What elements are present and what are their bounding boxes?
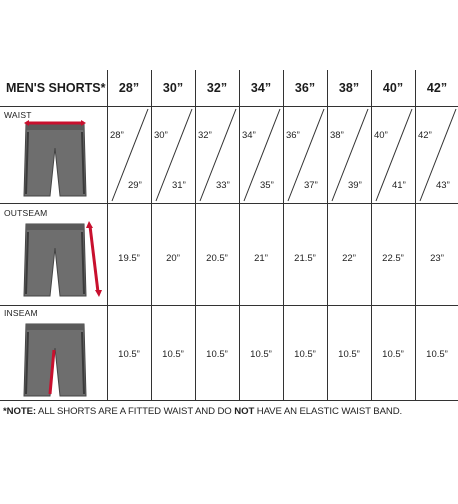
waist-min-value: 36” <box>286 130 300 141</box>
waist-min-value: 32” <box>198 130 212 141</box>
inseam-value: 10.5” <box>294 349 316 360</box>
size-header: 36” <box>294 81 316 95</box>
size-header: 28” <box>118 81 140 95</box>
row-label-inseam: INSEAM <box>4 308 38 318</box>
inseam-value: 10.5” <box>250 349 272 360</box>
waist-min-value: 28” <box>110 130 124 141</box>
inseam-value: 10.5” <box>426 349 448 360</box>
size-header: 30” <box>162 81 184 95</box>
fit-note <box>3 406 402 417</box>
outseam-value: 19.5” <box>118 253 140 264</box>
row-label-waist: WAIST <box>4 110 32 120</box>
inseam-value: 10.5” <box>382 349 404 360</box>
outseam-value: 20” <box>166 253 180 264</box>
waist-min-value: 42” <box>418 130 432 141</box>
inseam-value: 10.5” <box>118 349 140 360</box>
grid-line-row3 <box>0 400 458 401</box>
note-emphasis: NOT <box>234 406 255 417</box>
outseam-value: 21.5” <box>294 253 316 264</box>
size-header: 38” <box>338 81 360 95</box>
waist-max-value: 41” <box>392 180 406 191</box>
shorts-waist-illustration <box>20 118 90 200</box>
grid-line-row1 <box>0 203 458 204</box>
inseam-value: 10.5” <box>338 349 360 360</box>
waist-max-value: 43” <box>436 180 450 191</box>
waist-max-value: 29” <box>128 180 142 191</box>
waist-max-value: 35” <box>260 180 274 191</box>
shorts-inseam-illustration <box>20 318 90 400</box>
note-text-2: HAVE AN ELASTIC WAIST BAND. <box>254 406 403 417</box>
waist-max-value: 31” <box>172 180 186 191</box>
waist-max-value: 37” <box>304 180 318 191</box>
size-header: 34” <box>250 81 272 95</box>
shorts-outseam-illustration <box>20 218 102 300</box>
note-prefix: *NOTE: <box>3 406 36 417</box>
row-label-outseam: OUTSEAM <box>4 208 48 218</box>
inseam-value: 10.5” <box>162 349 184 360</box>
chart-title: MEN'S SHORTS* <box>6 81 106 95</box>
waist-min-value: 30” <box>154 130 168 141</box>
waist-max-value: 33” <box>216 180 230 191</box>
size-header: 42” <box>426 81 448 95</box>
waist-max-value: 39” <box>348 180 362 191</box>
waist-min-value: 40” <box>374 130 388 141</box>
outseam-value: 22” <box>342 253 356 264</box>
size-header: 40” <box>382 81 404 95</box>
outseam-value: 22.5” <box>382 253 404 264</box>
waist-min-value: 34” <box>242 130 256 141</box>
size-header: 32” <box>206 81 228 95</box>
grid-line-row2 <box>0 305 458 306</box>
outseam-value: 21” <box>254 253 268 264</box>
waist-min-value: 38” <box>330 130 344 141</box>
inseam-value: 10.5” <box>206 349 228 360</box>
outseam-value: 20.5” <box>206 253 228 264</box>
note-text-1: ALL SHORTS ARE A FITTED WAIST AND DO <box>35 406 235 417</box>
outseam-value: 23” <box>430 253 444 264</box>
